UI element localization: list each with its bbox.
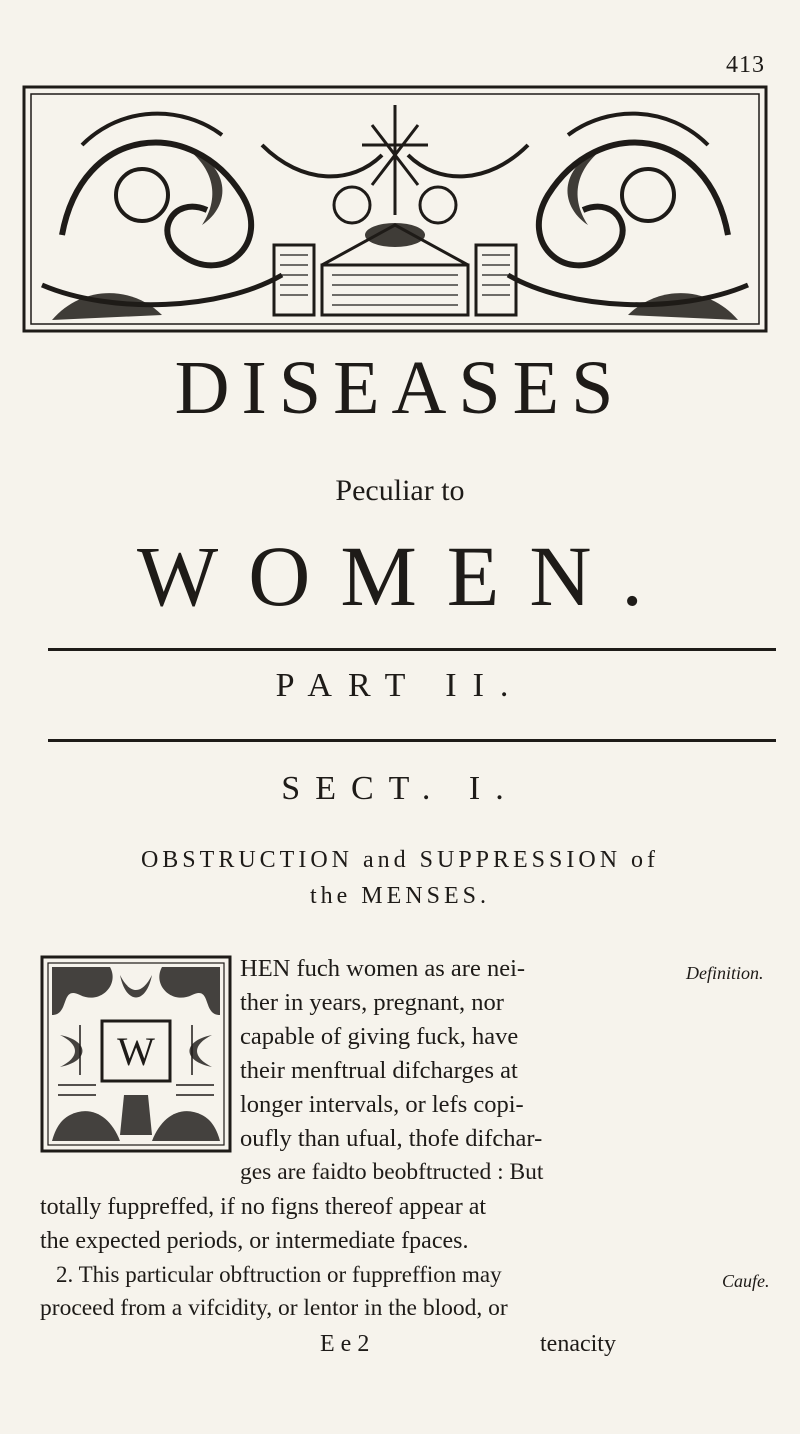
chapter-heading-line1: OBSTRUCTION and SUPPRESSION of bbox=[140, 847, 660, 873]
text-line: HEN fuch women as are nei- bbox=[240, 955, 526, 982]
rule-bottom bbox=[48, 739, 776, 742]
title-women: WOMEN. bbox=[137, 528, 673, 624]
text-line: ther in years, pregnant, nor bbox=[240, 989, 504, 1016]
catchword: tenacity bbox=[540, 1331, 616, 1357]
title-diseases: DISEASES bbox=[174, 346, 626, 430]
chapter-heading-line2: the MENSES. bbox=[309, 883, 490, 909]
drop-cap-ornament bbox=[40, 955, 232, 1153]
text-line: their menftrual difcharges at bbox=[240, 1057, 518, 1084]
text-line: the expected periods, or intermediate fpaces. bbox=[40, 1228, 469, 1254]
text-line: proceed from a vifcidity, or lentor in the blood, or bbox=[40, 1295, 508, 1321]
headpiece-ornament bbox=[22, 85, 768, 333]
text-line: ges are faidto beobftructed : But bbox=[240, 1159, 544, 1185]
subtitle-peculiar-to: Peculiar to bbox=[335, 474, 465, 507]
signature-mark: E e 2 bbox=[320, 1331, 370, 1357]
text-line: longer intervals, or lefs copi- bbox=[240, 1091, 524, 1118]
page-number: 413 bbox=[726, 52, 765, 78]
drop-cap-letter: W bbox=[117, 1029, 155, 1074]
text-line: 2. This particular obftruction or fuppreffion may bbox=[56, 1262, 502, 1287]
margin-note-definition: Definition. bbox=[686, 963, 764, 983]
text-line: capable of giving fuck, have bbox=[240, 1023, 519, 1050]
text-line: oufly than ufual, thofe difchar- bbox=[240, 1125, 543, 1152]
text-line: totally fuppreffed, if no figns thereof appear at bbox=[40, 1194, 487, 1220]
rule-top bbox=[48, 648, 776, 651]
section-heading: SECT. I. bbox=[281, 770, 519, 807]
margin-note-cause: Caufe. bbox=[722, 1271, 770, 1291]
part-heading: PART II. bbox=[275, 667, 525, 704]
